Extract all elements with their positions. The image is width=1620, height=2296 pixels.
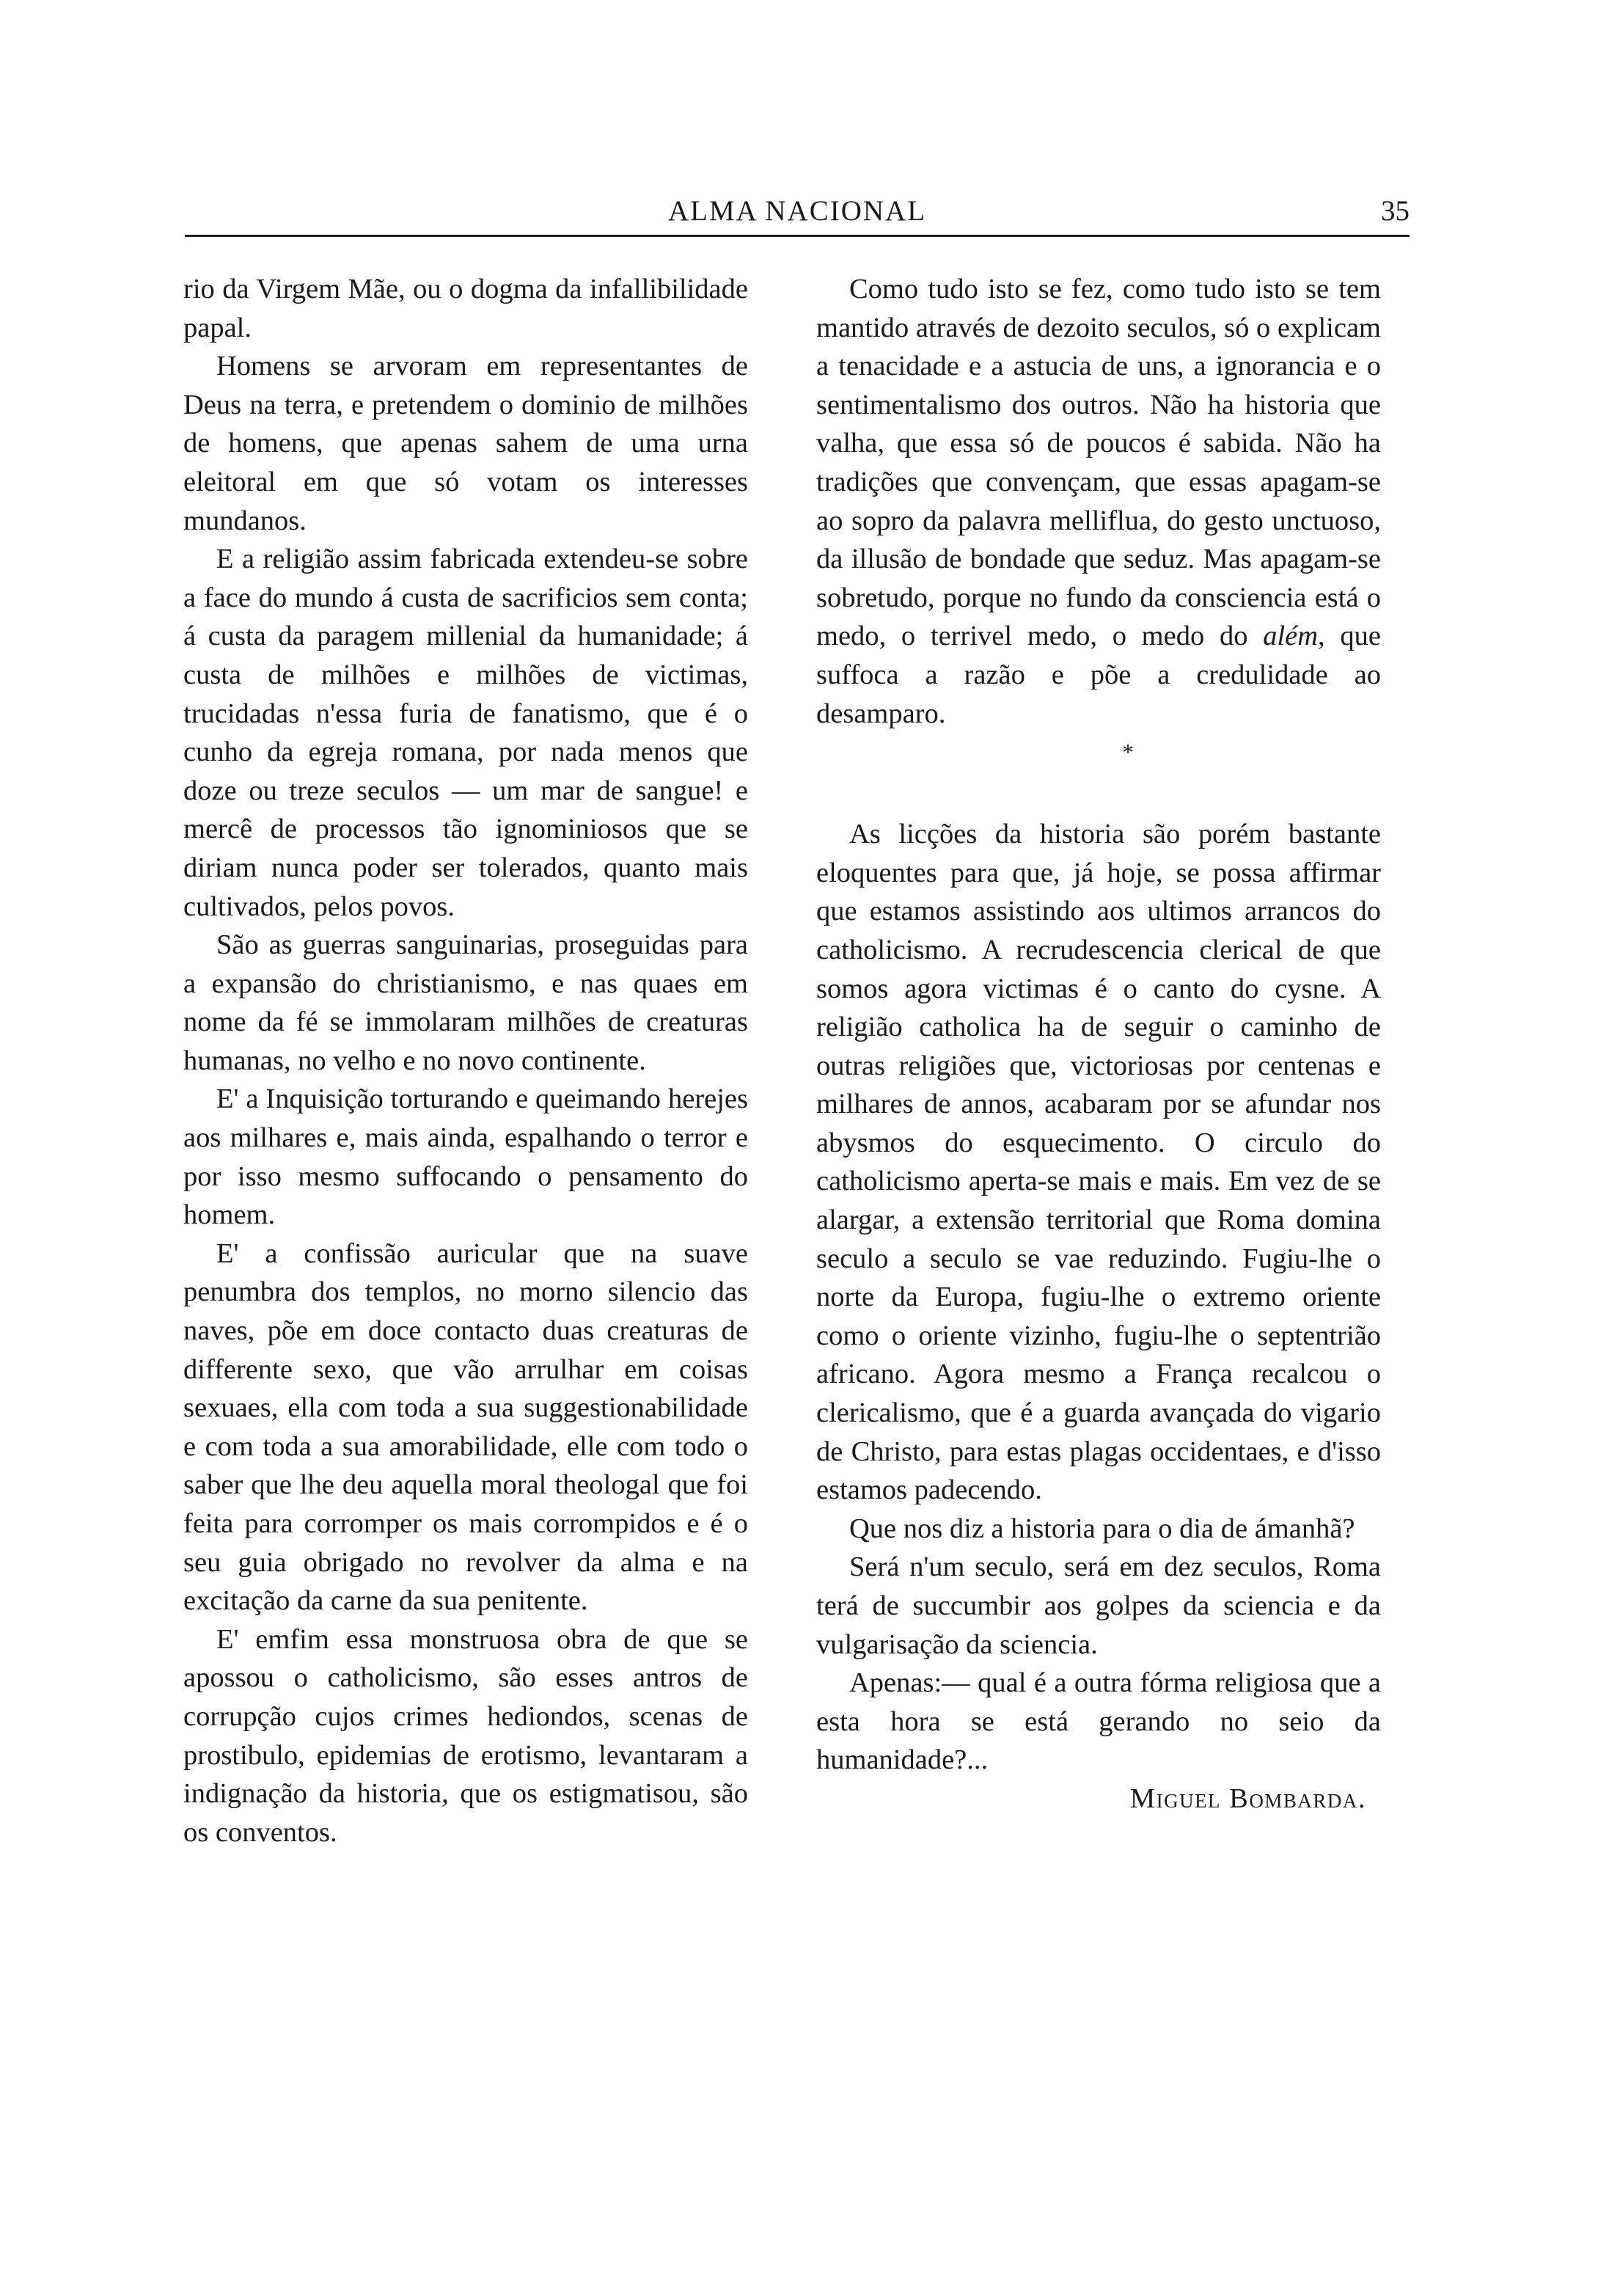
page-number: 35 — [1381, 195, 1410, 227]
italic-word: além — [1263, 621, 1319, 652]
paragraph: Que nos diz a historia para o dia de ámanhã? — [849, 1513, 1355, 1544]
paragraph: Será n'um seculo, será em dez seculos, Roma terá de succumbir aos golpes da sciencia e da vulgarisação da sciencia. — [816, 1551, 1381, 1660]
text-run: , que suffoca a razão e põe a credulidade ao desamparo. — [816, 621, 1382, 729]
running-head — [185, 189, 1410, 233]
paragraph: São as guerras sanguinarias, proseguidas para a expansão do christianismo, e nas quaes em nome da fé se immolaram milhões de creaturas humanas, no velho e no novo continente. — [183, 929, 748, 1076]
paragraph: E' emfim essa monstruosa obra de que se apossou o catholicismo, são esses antros de corrupção cujos crimes hediondos, scenas de prostibulo, epidemias de erotismo, levantaram a indignação da historia, que os estigmatisou, são os conventos. — [183, 1623, 748, 1848]
left-column — [183, 270, 748, 1851]
paragraph: As licções da historia são porém bastante eloquentes para que, já hoje, se possa affirmar que estamos assistindo aos ultimos arrancos do catholicismo. A recrudescencia clerical de que somos agora victimas é o canto do cysne. A religião catholica ha de seguir o caminho de outras religiões que, victoriosas por centenas e milhares de annos, acabaram por se afundar nos abysmos do esquecimento. O circulo do catholicismo aperta-se mais e mais. Em vez de se alargar, a extensão territorial que Roma domina seculo a seculo se vae reduzindo. Fugiu-lhe o norte da Europa, fugiu-lhe o extremo oriente como o oriente vizinho, fugiu-lhe o septentrião africano. Agora mesmo a França recalcou o clericalismo, que é a guarda avançada do vigario de Christo, para estas plagas occidentaes, e d'isso estamos padecendo. — [816, 819, 1381, 1506]
running-title: ALMA NACIONAL — [667, 195, 927, 227]
paragraph: E a religião assim fabricada extendeu-se sobre a face do mundo á custa de sacrificios sem conta; á custa da paragem millenial da humanidade; á custa de milhões e milhões de victimas, trucidadas n'essa furia de fanatismo, que é o cunho da egreja romana, por nada menos que doze ou treze seculos — um mar de sangue! e mercê de processos tão ignominiosos que se diriam nunca poder ser tolerados, quanto mais cultivados, pelos povos. — [183, 544, 748, 922]
right-column — [816, 270, 1381, 1818]
paragraph: E' a Inquisição torturando e queimando herejes aos milhares e, mais ainda, espalhando o terror e por isso mesmo suffocando o pensamento do homem. — [183, 1083, 748, 1231]
paragraph: Homens se arvoram em representantes de Deus na terra, e pretendem o dominio de milhões de homens, que apenas sahem de uma urna eleitoral em que só votam os interesses mundanos. — [183, 351, 748, 536]
paragraph: rio da Virgem Mãe, ou o dogma da infallibilidade papal. — [183, 274, 748, 343]
author-signature: Miguel Bombarda. — [1129, 1783, 1366, 1814]
paragraph: Apenas:— qual é a outra fórma religiosa que a esta hora se está gerando no seio da humanidade?... — [816, 1667, 1381, 1776]
header-rule — [185, 235, 1410, 237]
paragraph: E' a confissão auricular que na suave penumbra dos templos, no morno silencio das naves, põe em doce contacto duas creaturas de differente sexo, que vão arrulhar em coisas sexuaes, ella com toda a sua suggestionabilidade e com toda a sua amorabilidade, elle com todo o saber que lhe deu aquella moral theologal que foi feita para corromper os mais corrompidos e é o seu guia obrigado no revolver da alma e na excitação da carne da sua penitente. — [183, 1237, 748, 1617]
paragraph — [816, 270, 1381, 733]
text-run: Como tudo isto se fez, como tudo isto se tem mantido através de dezoito seculos, só o explicam a tenacidade e a astucia de uns, a ignorancia e o sentimentalismo dos outros. Não ha historia que valha, que essa só de poucos é sabida. Não ha tradições que convençam, que essas apagam-se ao sopro da palavra melliflua, do gesto unctuoso, da illusão de bondade que seduz. Mas apagam-se sobretudo, porque no fundo da consciencia está o medo, o terrivel medo, o medo do — [816, 274, 1381, 652]
section-separator: * — [1122, 739, 1134, 766]
